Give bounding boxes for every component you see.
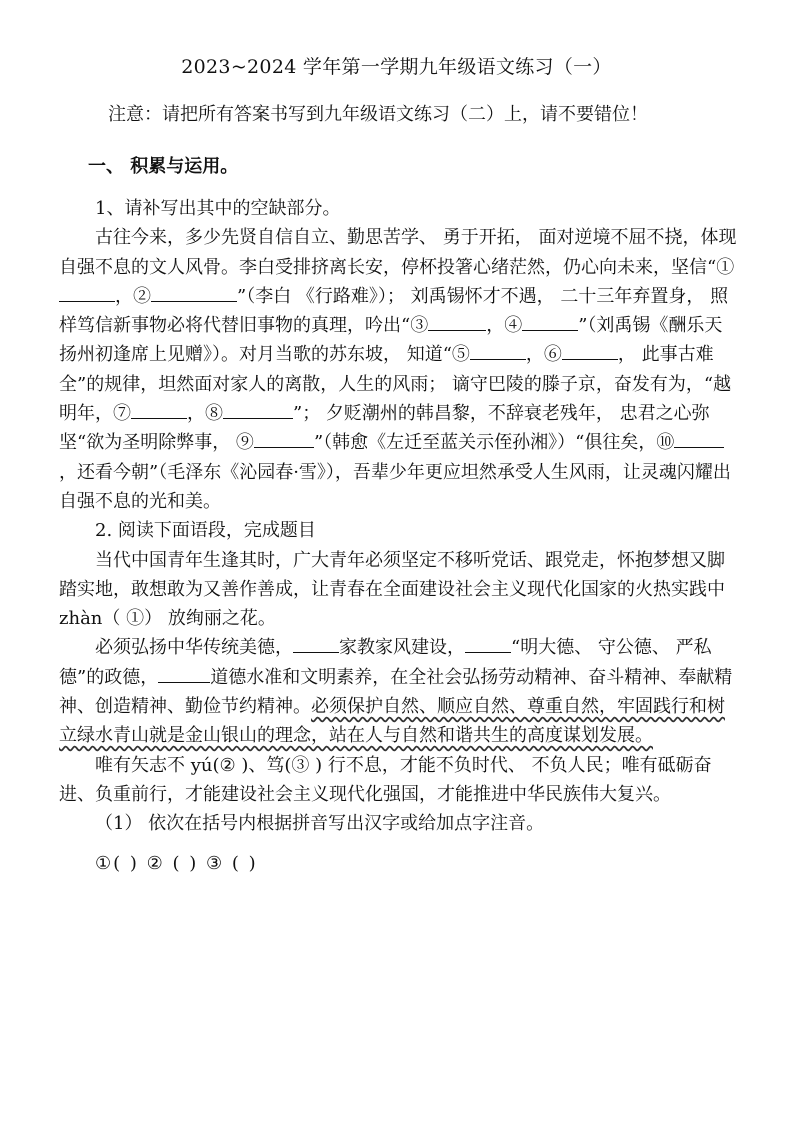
answer-blank-9[interactable]: [254, 429, 314, 448]
word-blank-2[interactable]: [465, 634, 511, 653]
answer-blank-8[interactable]: [223, 400, 293, 419]
answer-blank-10[interactable]: [674, 429, 724, 448]
question-2-prompt: 2. 阅读下面语段，完成题目: [95, 520, 316, 542]
word-blank-1[interactable]: [293, 634, 339, 653]
wavy-underlined-sentence: 必须保护自然、顺应自然、尊重自然，牢固践行和树立绿水青山就是金山银山的理念，站在人与自然和谐共生的高度谋划发展。: [59, 696, 725, 747]
passage-text: ”； 夕贬潮州的韩昌黎，不辞衰老残年， 忠君之心弥坚“欲为圣明除弊事， ⑨: [59, 403, 710, 454]
question-1-passage: [59, 223, 739, 516]
passage-text: ，④: [486, 315, 523, 337]
word-blank-3[interactable]: [158, 664, 210, 683]
paragraph-text: “明大德、 守公德、 严私德”的政德，: [59, 637, 712, 688]
passage-text: ”（李白 《行路难》）； 刘禹锡怀才不遇， 二十三年弃置身， 照样笃信新事物必将代替旧事物的真理，吟出“③: [59, 285, 729, 337]
passage-text: ，②: [115, 285, 151, 307]
paragraph-text: 道德水准和文明素养，在全社会弘扬劳动精神、奋斗精神、奉献精神、创造精神、勤俭节约精神。: [59, 666, 733, 718]
answer-blank-3[interactable]: [428, 312, 486, 331]
passage-text: ， 此事古难全”的规律，坦然面对家人的离散，人生的风雨； 谪守巴陵的滕子京，奋发有为，“越明年，⑦: [59, 344, 732, 425]
passage-text: 古往今来，多少先贤自信自立、勤思苦学、 勇于开拓， 面对逆境不屈不挠，体现自强不息的文人风骨。李白受排挤离长安，停杯投箸心绪茫然，仍心向未来，坚信“①: [59, 227, 737, 278]
sub-question-1-answer-row[interactable]: ①( ) ② ( ) ③ ( ): [95, 852, 258, 874]
answer-blank-5[interactable]: [470, 341, 526, 360]
notice-text: 注意：请把所有答案书写到九年级语文练习（二）上，请不要错位！: [108, 104, 648, 125]
passage-text: ”（刘禹锡《酬乐天扬州初逢席上见赠》）。对月当歌的苏东坡， 知道“⑤: [59, 315, 723, 366]
answer-blank-1[interactable]: [59, 283, 115, 302]
passage-text: ”（韩愈《左迁至蓝关示侄孙湘》）“俱往矣，⑩: [313, 432, 675, 454]
reading-paragraph-2: [59, 633, 739, 750]
answer-blank-4[interactable]: [522, 312, 578, 331]
sub-question-1-prompt: （1） 依次在括号内根据拼音写出汉字或给加点字注音。: [95, 813, 545, 835]
paragraph-text: 必须弘扬中华传统美德，: [95, 637, 293, 659]
passage-text: ，⑥: [525, 344, 562, 366]
section-heading: 一、 积累与运用。: [88, 156, 239, 177]
answer-blank-7[interactable]: [131, 400, 187, 419]
passage-text: ，还看今朝”（毛泽东《沁园春·雪》），吾辈少年更应坦然承受人生风雨，让灵魂闪耀出自强不息的光和美。: [59, 461, 731, 512]
worksheet-content: [59, 194, 739, 878]
reading-paragraph-3: 唯有矢志不 yú(② )、笃(③ ) 行不息，才能不负时代、 不负人民；唯有砥砺奋进、负重前行，才能建设社会主义现代化强国，才能推进中华民族伟大复兴。: [59, 754, 712, 805]
answer-blank-6[interactable]: [562, 341, 618, 360]
page-title: 2023~2024 学年第一学期九年级语文练习（一）: [181, 56, 612, 78]
passage-text: ，⑧: [187, 403, 223, 425]
answer-blank-2[interactable]: [151, 283, 237, 302]
paragraph-text: 家教家风建设，: [339, 637, 465, 659]
reading-paragraph-1: 当代中国青年生逢其时，广大青年必须坚定不移听党话、跟党走，怀抱梦想又脚踏实地，敢想敢为又善作善成，让青春在全面建设社会主义现代化国家的火热实践中 zhàn（ ①） 放绚丽之花。: [59, 549, 725, 630]
question-1-prompt: 1、请补写出其中的空缺部分。: [95, 198, 341, 219]
